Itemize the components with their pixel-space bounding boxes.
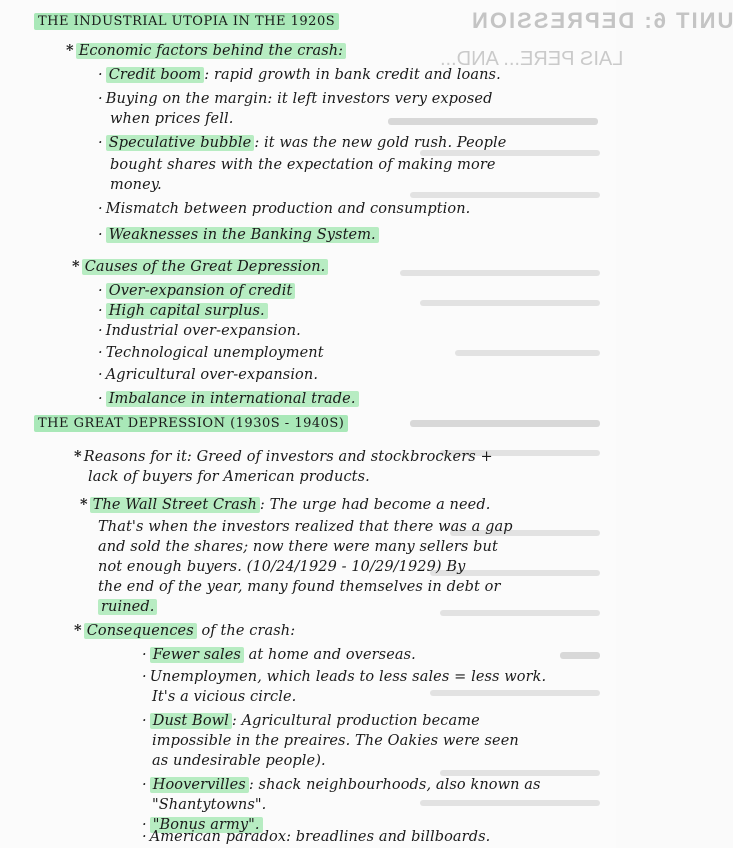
paragraph-line: and sold the shares; now there were many sellers but [98,539,498,555]
list-item: · Buying on the margin: it left investors very exposed [98,91,493,107]
paragraph-line: the end of the year, many found themselves in debt or [98,579,501,595]
asterisk-icon: * [74,448,82,465]
list-item: · Unemploymen, which leads to less sales = less work. [142,669,547,685]
list-item: · Hoovervilles : shack neighbourhoods, also known as [142,777,541,793]
bullet-icon: · [98,345,103,361]
bullet-icon: · [142,713,147,729]
list-item-continuation: "Shantytowns". [152,797,267,813]
bullet-icon: · [98,323,103,339]
group-heading-text: Consequences [84,623,197,639]
bleed-line [430,690,600,696]
group-heading: * Reasons for it: Greed of investors and stockbrockers + [74,448,493,465]
list-item-continuation: impossible in the preaires. The Oakies were seen [152,733,519,749]
asterisk-icon: * [80,496,88,513]
list-item: · Dust Bowl : Agricultural production became [142,713,480,729]
bullet-icon: · [142,647,147,663]
bullet-icon: · [98,283,103,299]
list-item-continuation: money. [110,177,162,193]
bleed-line [400,270,600,276]
group-heading: * Consequences of the crash: [74,622,296,639]
list-item: · Fewer sales at home and overseas. [142,647,416,663]
bleed-line [420,800,600,806]
list-item: · Imbalance in international trade. [98,390,359,408]
bleed-line [410,420,600,427]
asterisk-icon: * [74,622,82,639]
group-heading: * The Wall Street Crash : The urge had become a need. [80,496,491,513]
bullet-icon: · [98,201,103,217]
bleed-through-subtitle: LAIS PERE... AND... [440,48,624,70]
paragraph-line: not enough buyers. (10/24/1929 - 10/29/1929) By [98,559,466,575]
bullet-icon: · [142,817,147,833]
list-item-continuation: when prices fell. [110,111,234,127]
list-item: · Agricultural over-expansion. [98,367,319,383]
list-item: · Industrial over-expansion. [98,323,301,339]
asterisk-icon: * [72,258,80,275]
list-item: · Over-expansion of credit [98,282,295,300]
bullet-icon: · [98,227,103,243]
section-title-text: THE GREAT DEPRESSION (1930S - 1940S) [34,415,348,432]
bullet-icon: · [98,135,103,151]
bullet-icon: · [142,829,147,845]
paragraph-line: lack of buyers for American products. [88,469,370,485]
group-heading-text: Economic factors behind the crash: [76,43,346,59]
section-title [34,414,348,433]
bleed-line [410,192,600,198]
section-title-text: THE INDUSTRIAL UTOPIA IN THE 1920S [34,13,339,30]
group-heading [66,42,346,60]
bullet-icon: · [142,777,147,793]
list-item: · Weaknesses in the Banking System. [98,226,379,244]
asterisk-icon: * [66,42,74,59]
group-heading-text: The Wall Street Crash [90,497,260,513]
list-item: · American paradox: breadlines and billboards. [142,829,491,845]
bleed-line [440,610,600,616]
list-item: · Mismatch between production and consumption. [98,201,471,217]
section-title [34,12,339,31]
bleed-line [455,350,600,356]
paragraph-line: ruined. [98,598,157,616]
list-item: · Speculative bubble : it was the new gold rush. People [98,135,507,151]
bullet-icon: · [98,67,103,83]
list-item: · "Bonus army". [142,816,263,834]
bullet-icon: · [98,303,103,319]
list-item: · High capital surplus. [98,302,268,320]
bleed-line [388,118,598,125]
paragraph-line: That's when the investors realized that there was a gap [98,519,513,535]
list-item-continuation: bought shares with the expectation of making more [110,157,496,173]
bullet-icon: · [98,391,103,407]
bullet-icon: · [98,91,103,107]
group-heading [72,258,328,276]
group-heading-text: Causes of the Great Depression. [82,259,329,275]
list-item-continuation: as undesirable people). [152,753,326,769]
list-item: · Credit boom : rapid growth in bank credit and loans. [98,67,501,83]
list-item-continuation: It's a vicious circle. [152,689,297,705]
bleed-line [560,652,600,659]
list-item: · Technological unemployment [98,345,324,361]
bleed-line [420,300,600,306]
bullet-icon: · [98,367,103,383]
bullet-icon: · [142,669,147,685]
bleed-through-title: UNIT 6: DEPRESSION [470,8,733,33]
